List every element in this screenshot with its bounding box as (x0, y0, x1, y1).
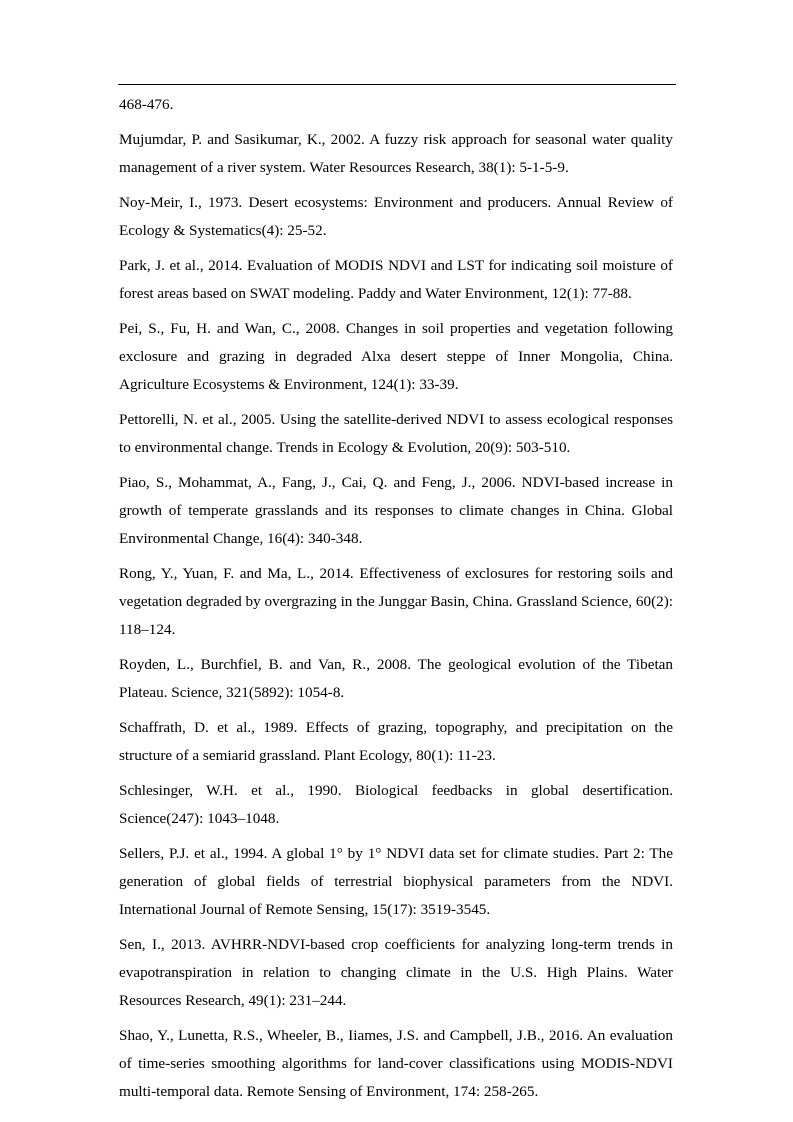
header-rule (118, 84, 676, 85)
reference-entry: Mujumdar, P. and Sasikumar, K., 2002. A fuzzy risk approach for seasonal water quality management of a river system. Water Resources Research, 38(1): 5-1-5-9. (119, 131, 673, 176)
reference-entry: Schaffrath, D. et al., 1989. Effects of grazing, topography, and precipitation on the structure of a semiarid grassland. Plant Ecology, 80(1): 11-23. (119, 719, 673, 764)
reference-entry: Sen, I., 2013. AVHRR-NDVI-based crop coefficients for analyzing long-term trends in evapotranspiration in relation to changing climate in the U.S. High Plains. Water Resources Research, 49(1): 231–244. (119, 936, 673, 1009)
reference-entry: Royden, L., Burchfiel, B. and Van, R., 2008. The geological evolution of the Tibetan Plateau. Science, 321(5892): 1054-8. (119, 656, 673, 701)
reference-list (119, 91, 673, 1113)
reference-entry: Rong, Y., Yuan, F. and Ma, L., 2014. Effectiveness of exclosures for restoring soils and vegetation degraded by overgrazing in the Junggar Basin, China. Grassland Science, 60(2): 118–124. (119, 565, 673, 638)
reference-entry: Pettorelli, N. et al., 2005. Using the satellite-derived NDVI to assess ecological responses to environmental change. Trends in Ecology & Evolution, 20(9): 503-510. (119, 411, 673, 456)
reference-entry: Pei, S., Fu, H. and Wan, C., 2008. Changes in soil properties and vegetation following exclosure and grazing in degraded Alxa desert steppe of Inner Mongolia, China. Agriculture Ecosystems & Environment, 124(1): 33-39. (119, 320, 673, 393)
reference-entry: Park, J. et al., 2014. Evaluation of MODIS NDVI and LST for indicating soil moisture of forest areas based on SWAT modeling. Paddy and Water Environment, 12(1): 77-88. (119, 257, 673, 302)
reference-entry: Piao, S., Mohammat, A., Fang, J., Cai, Q. and Feng, J., 2006. NDVI-based increase in growth of temperate grasslands and its responses to climate changes in China. Global Environmental Change, 16(4): 340-348. (119, 474, 673, 547)
reference-entry: Sellers, P.J. et al., 1994. A global 1° by 1° NDVI data set for climate studies. Part 2: The generation of global fields of terrestrial biophysical parameters from the NDVI. International Journal of Remote Sensing, 15(17): 3519-3545. (119, 845, 673, 918)
reference-entry: Shao, Y., Lunetta, R.S., Wheeler, B., Iiames, J.S. and Campbell, J.B., 2016. An evaluation of time-series smoothing algorithms for land-cover classifications using MODIS-NDVI multi-temporal data. Remote Sensing of Environment, 174: 258-265. (119, 1027, 673, 1100)
reference-entry: Noy-Meir, I., 1973. Desert ecosystems: Environment and producers. Annual Review of Ecology & Systematics(4): 25-52. (119, 194, 673, 239)
reference-entry: 468-476. (119, 96, 174, 113)
reference-entry: Schlesinger, W.H. et al., 1990. Biological feedbacks in global desertification. Science(247): 1043–1048. (119, 782, 673, 827)
